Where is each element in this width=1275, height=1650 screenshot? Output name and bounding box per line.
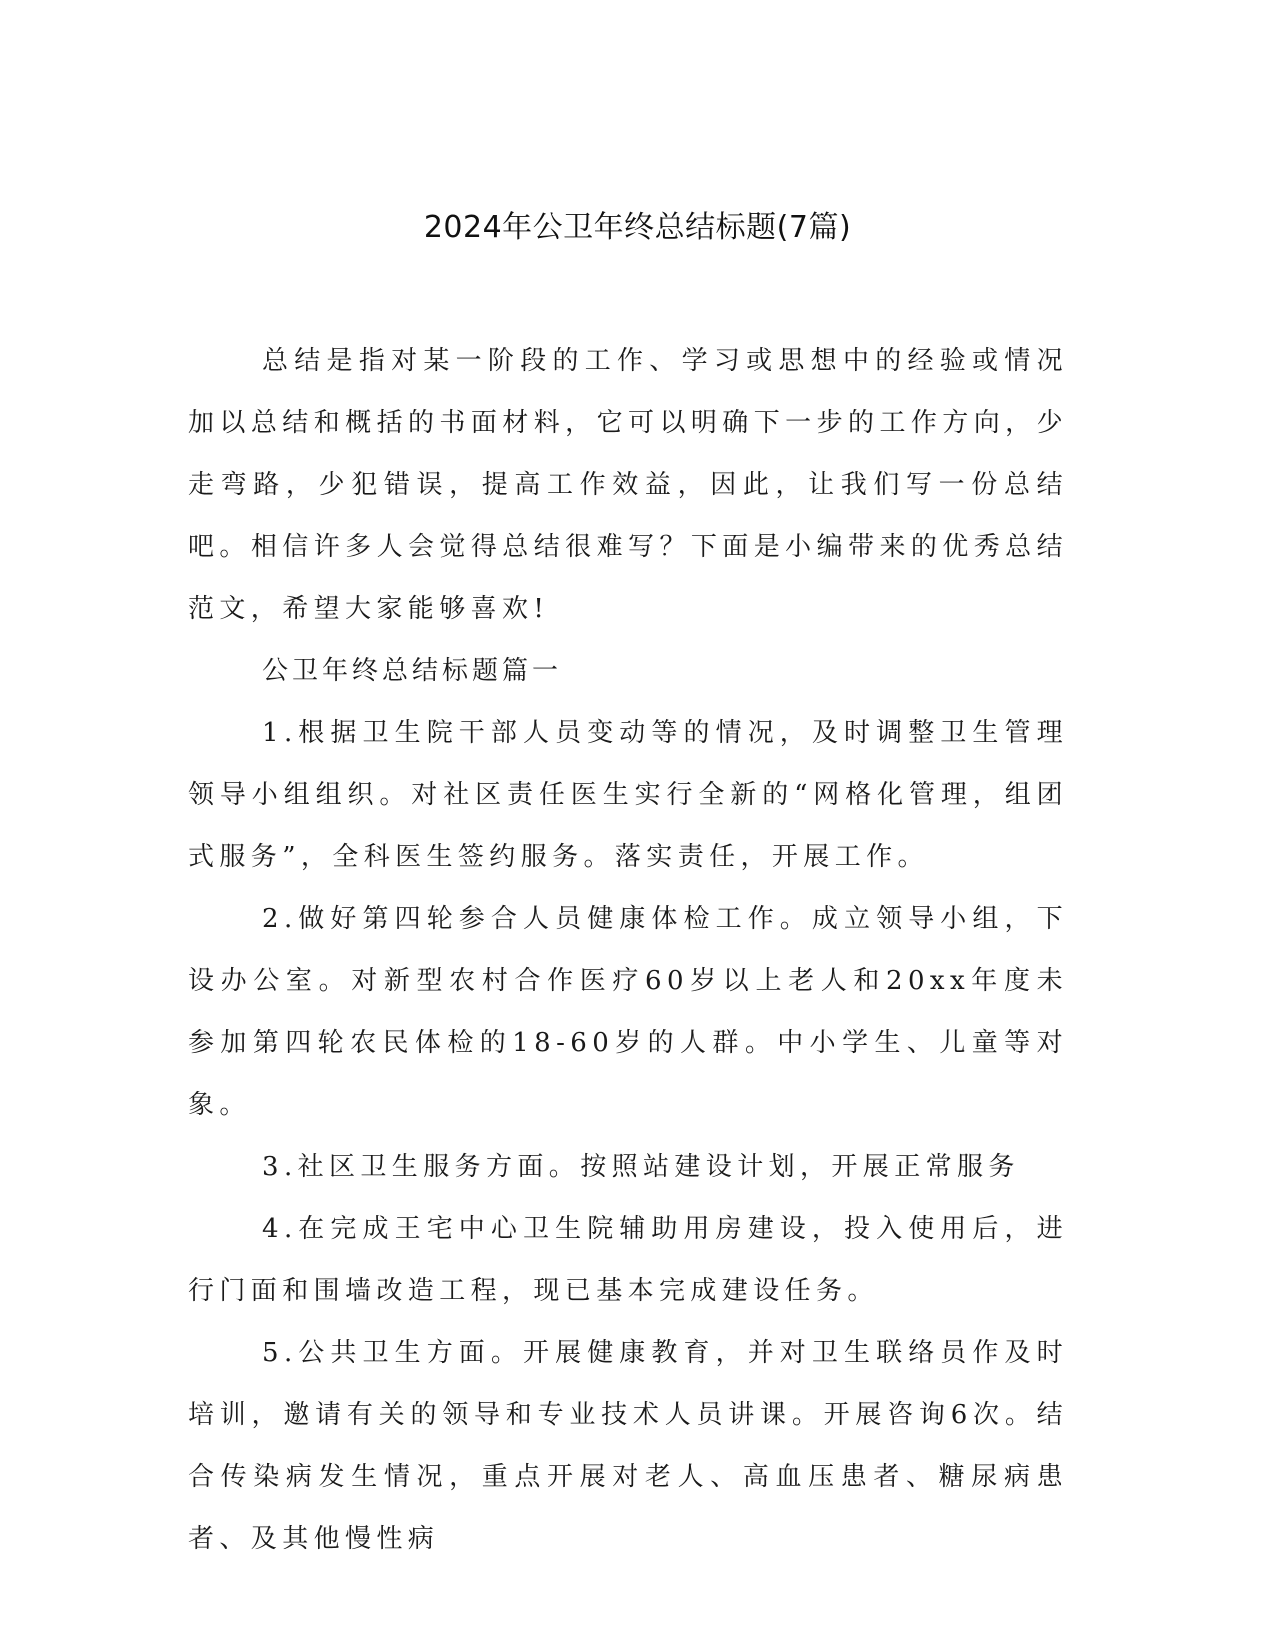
list-item-1: 1.根据卫生院干部人员变动等的情况，及时调整卫生管理领导小组组织。对社区责任医生实行全新的“网格化管理，组团式服务”，全科医生签约服务。落实责任，开展工作。: [188, 718, 1068, 872]
document-title: 2024年公卫年终总结标题(7篇): [423, 210, 852, 245]
list-item-4: 4.在完成王宅中心卫生院辅助用房建设，投入使用后，进行门面和围墙改造工程，现已基本完成建设任务。: [188, 1214, 1068, 1306]
section-heading: 公卫年终总结标题篇一: [262, 656, 563, 686]
list-item-3: 3.社区卫生服务方面。按照站建设计划，开展正常服务: [262, 1152, 1020, 1182]
list-item-2: 2.做好第四轮参合人员健康体检工作。成立领导小组，下设办公室。对新型农村合作医疗60岁以上老人和20xx年度未参加第四轮农民体检的18-60岁的人群。中小学生、儿童等对象。: [188, 904, 1068, 1120]
intro-paragraph: 总结是指对某一阶段的工作、学习或思想中的经验或情况加以总结和概括的书面材料，它可以明确下一步的工作方向，少走弯路，少犯错误，提高工作效益，因此，让我们写一份总结吧。相信许多人会觉得总结很难写？下面是小编带来的优秀总结范文，希望大家能够喜欢!: [188, 346, 1068, 624]
list-item-5: 5.公共卫生方面。开展健康教育，并对卫生联络员作及时培训，邀请有关的领导和专业技术人员讲课。开展咨询6次。结合传染病发生情况，重点开展对老人、高血压患者、糖尿病患者、及其他慢性病: [188, 1338, 1068, 1554]
document-body: [188, 330, 1068, 1570]
